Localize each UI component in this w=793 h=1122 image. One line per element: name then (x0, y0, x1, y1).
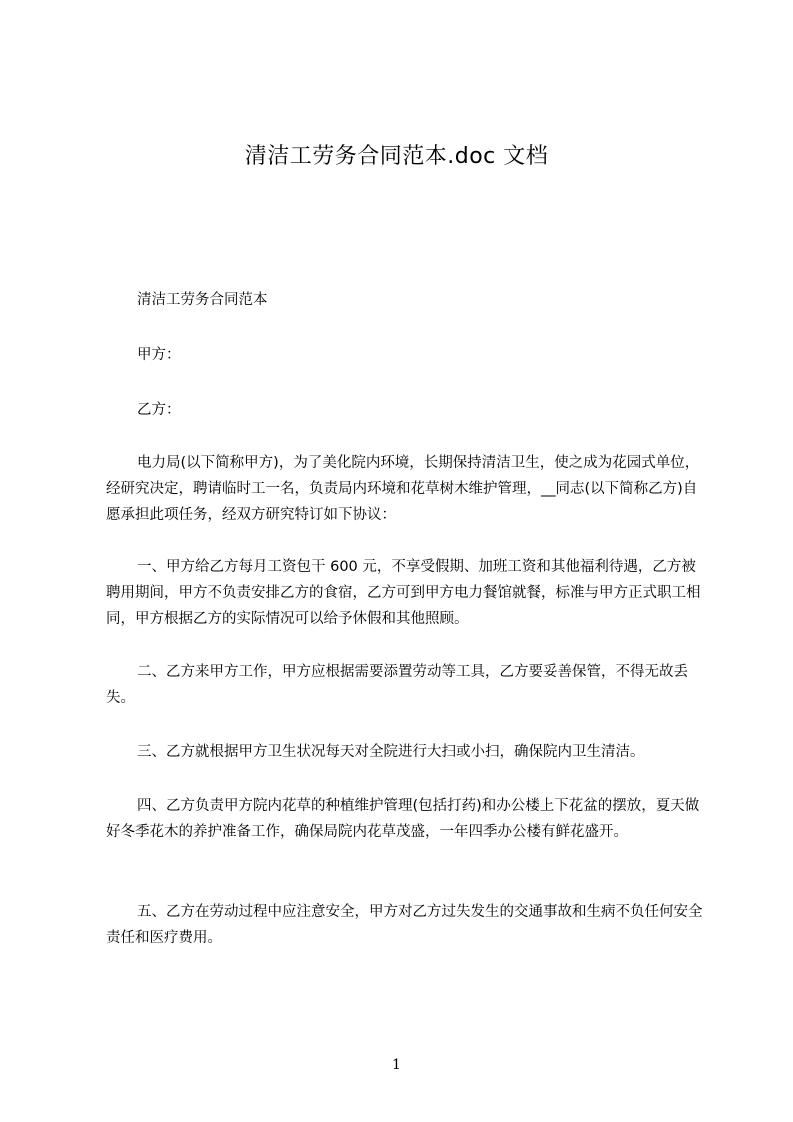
clause-2: 二、乙方来甲方工作，甲方应根据需要添置劳动等工具，乙方要妥善保管，不得无故丢失。 (106, 664, 688, 706)
page-number: 1 (392, 1057, 401, 1073)
clause-4: 四、乙方负责甲方院内花草的种植维护管理(包括打药)和办公楼上下花盆的摆放，夏天做好冬季花木的养护准备工作，确保局院内花草茂盛，一年四季办公楼有鲜花盛开。 (106, 798, 700, 840)
document-title: 清洁工劳务合同范本.doc 文档 (244, 144, 549, 169)
contract-subtitle: 清洁工劳务合同范本 (137, 292, 268, 308)
intro-paragraph: 电力局(以下简称甲方)，为了美化院内环境，长期保持清洁卫生，使之成为花园式单位，经研究决定，聘请临时工一名，负责局内环境和花草树木维护管理，__同志(以下简称乙方)自愿承担此项任务，经双方研究特订如下协议： (106, 455, 700, 523)
clause-1: 一、甲方给乙方每月工资包干 600 元，不享受假期、加班工资和其他福利待遇，乙方被聘用期间，甲方不负责安排乙方的食宿，乙方可到甲方电力餐馆就餐，标准与甲方正式职工相同，甲方根据乙方的实际情况可以给予休假和其他照顾。 (106, 559, 701, 627)
clause-3: 三、乙方就根据甲方卫生状况每天对全院进行大扫或小扫，确保院内卫生清洁。 (137, 744, 645, 760)
party-b-label: 乙方： (137, 402, 181, 418)
party-a-label: 甲方： (137, 347, 181, 363)
clause-5: 五、乙方在劳动过程中应注意安全，甲方对乙方过失发生的交通事故和生病不负任何安全责任和医疗费用。 (106, 904, 703, 946)
